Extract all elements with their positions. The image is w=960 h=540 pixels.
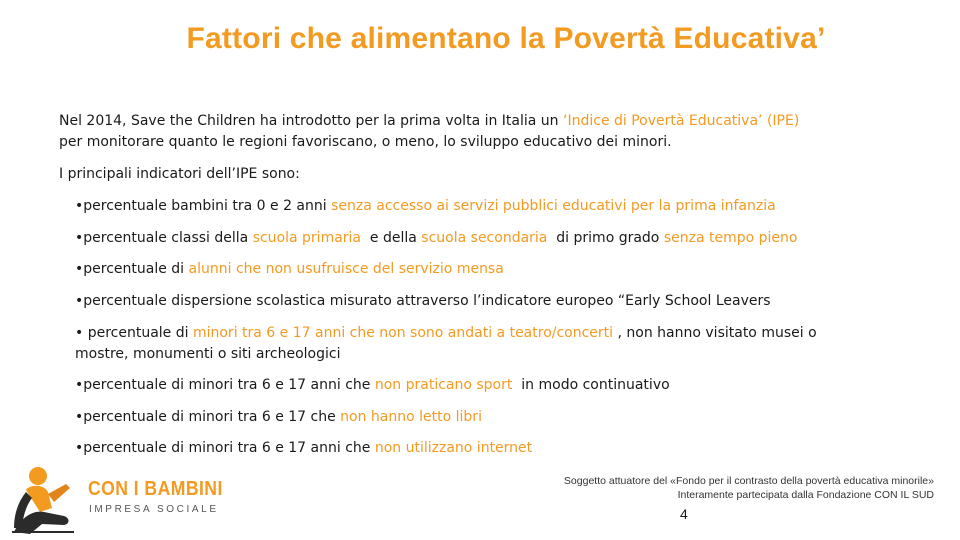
- indicator-text: •percentuale di minori tra 6 e 17 anni che: [75, 377, 375, 393]
- logo-name: CON I BAMBINI: [88, 478, 223, 500]
- indicator-item: [75, 259, 875, 280]
- indicator-highlight: senza accesso ai servizi pubblici educativi per la prima infanzia: [331, 198, 776, 214]
- indicator-text: di primo grado: [547, 230, 664, 246]
- indicator-highlight: scuola primaria: [252, 230, 362, 246]
- indicator-text: in modo continuativo: [512, 377, 670, 393]
- indicator-item: [75, 375, 875, 396]
- indicator-text: , non hanno visitato musei o mostre, monumenti o siti archeologici: [75, 325, 817, 362]
- indicator-item: [75, 438, 875, 459]
- indicator-text: e della: [361, 230, 422, 246]
- indicator-item: [75, 228, 875, 249]
- indicator-item: [75, 407, 875, 428]
- indicator-item: [75, 291, 875, 312]
- indicator-highlight: scuola secondaria: [421, 230, 548, 246]
- slide-title: Fattori che alimentano la Povertà Educativa’: [186, 22, 826, 55]
- indicator-text: •percentuale dispersione scolastica misurato attraverso l’indicatore europeo “Early School Leavers: [75, 293, 771, 309]
- logo-subtitle: IMPRESA SOCIALE: [89, 504, 219, 515]
- indicator-text: •percentuale di minori tra 6 e 17 che: [75, 409, 341, 425]
- footer-note: [514, 474, 934, 502]
- logo: [4, 462, 223, 538]
- page-number: 4: [680, 506, 688, 522]
- indicator-highlight: alunni che non usufruisce del servizio mensa: [188, 261, 504, 277]
- child-reading-icon: [4, 462, 84, 538]
- intro-text-2: per monitorare quanto le regioni favoriscano, o meno, lo sviluppo educativo dei minori.: [59, 134, 672, 150]
- indicator-item: [75, 196, 875, 217]
- indicators-label: I principali indicatori dell’IPE sono:: [59, 166, 300, 182]
- footer-line-2: Interamente partecipata dalla Fondazione CON IL SUD: [677, 489, 934, 501]
- footer-line-1: Soggetto attuatore del «Fondo per il contrasto della povertà educativa minorile»: [563, 475, 934, 487]
- indicator-item: [75, 323, 865, 365]
- indicator-highlight: minori tra 6 e 17 anni che non sono andati a teatro/concerti: [192, 325, 614, 341]
- indicator-text: •percentuale di minori tra 6 e 17 anni che: [75, 440, 375, 456]
- indicator-text: •percentuale classi della: [75, 230, 253, 246]
- intro-highlight: ‘Indice di Povertà Educativa’ (IPE): [563, 113, 800, 129]
- intro-text-1: Nel 2014, Save the Children ha introdotto per la prima volta in Italia un: [59, 113, 564, 129]
- indicator-highlight: non hanno letto libri: [340, 409, 482, 425]
- indicator-highlight: non praticano sport: [374, 377, 513, 393]
- indicator-text: •percentuale bambini tra 0 e 2 anni: [75, 198, 332, 214]
- indicator-text: •percentuale di: [75, 261, 189, 277]
- indicator-text: • percentuale di: [75, 325, 193, 341]
- indicator-highlight: senza tempo pieno: [663, 230, 798, 246]
- indicator-highlight: non utilizzano internet: [374, 440, 533, 456]
- intro-paragraph: [59, 111, 859, 153]
